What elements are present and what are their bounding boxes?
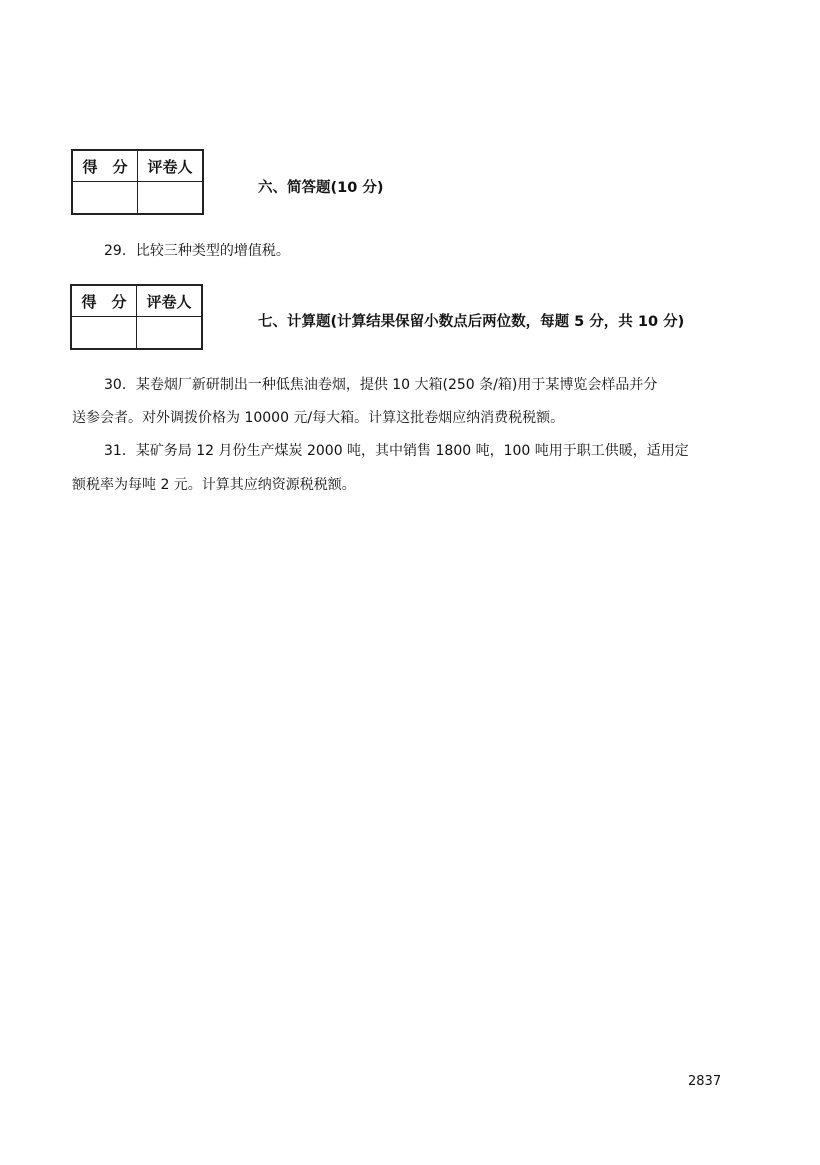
grader-cell[interactable] [138, 182, 204, 215]
grader-label: 评卷人 [137, 285, 203, 317]
grader-cell[interactable] [137, 317, 203, 350]
grader-label: 评卷人 [138, 150, 204, 182]
question-31-line1: 31．某矿务局 12 月份生产煤炭 2000 吨，其中销售 1800 吨，100 吨用于职工供暖，适用定 [104, 443, 689, 459]
score-box-section7 [70, 284, 203, 350]
question-31-line2: 额税率为每吨 2 元。计算其应纳资源税税额。 [72, 477, 356, 493]
page-number: 2837 [688, 1074, 722, 1089]
section6-title: 六、简答题(10 分) [258, 180, 384, 196]
section7-title: 七、计算题(计算结果保留小数点后两位数，每题 5 分，共 10 分) [258, 314, 685, 330]
question-30-line1: 30．某卷烟厂新研制出一种低焦油卷烟，提供 10 大箱(250 条/箱)用于某博览会样品并分 [104, 377, 658, 393]
score-cell[interactable] [72, 182, 138, 215]
score-label: 得 分 [71, 285, 137, 317]
question-30-line2: 送参会者。对外调拨价格为 10000 元/每大箱。计算这批卷烟应纳消费税税额。 [72, 410, 565, 426]
score-cell[interactable] [71, 317, 137, 350]
score-box-section6 [71, 149, 204, 215]
score-label: 得 分 [72, 150, 138, 182]
question-29: 29．比较三种类型的增值税。 [104, 243, 290, 259]
